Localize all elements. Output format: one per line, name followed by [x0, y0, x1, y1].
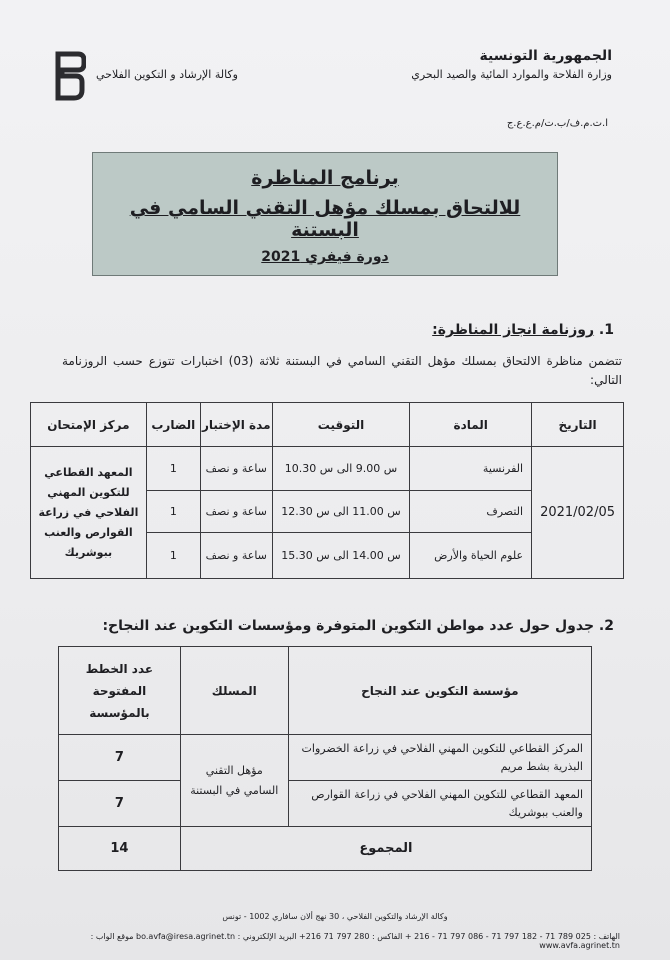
header-right [292, 48, 612, 81]
agency-logo-icon [52, 50, 86, 102]
section-2-number: 2. [598, 618, 614, 634]
table-row [59, 781, 592, 827]
ministry-name: وزارة الفلاحة والموارد المائية والصيد البحري [411, 68, 612, 81]
table-header-row [59, 647, 592, 735]
reference-code: ا.ت.م.ف/ب.ت/م.ع.ع.ج [506, 118, 608, 129]
section-2-title: جدول حول عدد مواطن التكوين المتوفرة ومؤسسات التكوين عند النجاح: [102, 618, 595, 634]
total-label-cell: المجموع [180, 827, 591, 871]
section-1-title: روزنامة انجاز المناظرة: [432, 322, 595, 338]
duration-cell: ساعة و نصف [200, 447, 272, 491]
count-cell: 7 [59, 735, 181, 781]
col-coef-header: الضارب [146, 403, 200, 447]
exam-date-cell: 2021/02/05 [532, 447, 624, 579]
duration-cell: ساعة و نصف [200, 491, 272, 533]
session-label: دورة فيفري 2021 [261, 249, 389, 265]
col-duration-header: مدة الإختبار [200, 403, 272, 447]
table-header-row [31, 403, 624, 447]
section-1-heading [432, 322, 614, 338]
footer-address: وكالة الإرشاد والتكوين الفلاحي ، 30 نهج ألان سافاري 1002 - تونس [222, 912, 448, 921]
time-cell: س 14.00 الى س 15.30 [272, 533, 410, 579]
title-box [92, 152, 558, 276]
footer-contacts: الهاتف : 025 789 71 - 182 797 71 - 086 797 71 - 216 + الفاكس : 280 797 71 216+ البريد الإلكتروني : bo.avfa@iresa.agrinet.tn موقع الواب : www.avfa.agrinet.tn [90, 932, 620, 950]
col-center-header: مركز الإمتحان [31, 403, 147, 447]
col-time-header: التوقيت [272, 403, 410, 447]
institution-cell: المركز القطاعي للتكوين المهني الفلاحي في زراعة الخضروات البذرية بشط مريم [288, 735, 591, 781]
table-row [31, 447, 624, 491]
time-cell: س 11.00 الى س 12.30 [272, 491, 410, 533]
section-1-number: 1. [598, 322, 614, 338]
agency-name: وكالة الإرشاد و التكوين الفلاحي [96, 68, 238, 81]
coef-cell: 1 [146, 447, 200, 491]
table-row [59, 735, 592, 781]
col-date-header: التاريخ [532, 403, 624, 447]
program-subtitle: للالتحاق بمسلك مؤهل التقني السامي في البستنة [129, 197, 521, 241]
exam-center-cell: المعهد القطاعي للتكوين المهني الفلاحي في زراعة القوارص والعنب ببوشريك [31, 447, 147, 579]
subject-cell: التصرف [410, 491, 532, 533]
col-specialty-header: المسلك [180, 647, 288, 735]
time-cell: س 9.00 الى س 10.30 [272, 447, 410, 491]
subject-cell: علوم الحياة والأرض [410, 533, 532, 579]
table-total-row [59, 827, 592, 871]
coef-cell: 1 [146, 533, 200, 579]
section-2-heading [102, 618, 614, 634]
coef-cell: 1 [146, 491, 200, 533]
training-places-table [58, 646, 592, 871]
specialty-cell: مؤهل التقني السامي في البستنة [180, 735, 288, 827]
republic-name: الجمهورية التونسية [479, 48, 612, 64]
program-title: برنامج المناظرة [251, 167, 399, 189]
col-subject-header: المادة [410, 403, 532, 447]
section-1-intro: تتضمن مناظرة الالتحاق بمسلك مؤهل التقني السامي في البستنة ثلاثة (03) اختبارات تتوزع حسب الروزنامة التالي: [62, 354, 622, 387]
count-cell: 7 [59, 781, 181, 827]
total-count-cell: 14 [59, 827, 181, 871]
col-count-header: عدد الخطط المفتوحة بالمؤسسة [59, 647, 181, 735]
exam-schedule-table [30, 402, 624, 579]
subject-cell: الفرنسية [410, 447, 532, 491]
col-institution-header: مؤسسة التكوين عند النجاح [288, 647, 591, 735]
institution-cell: المعهد القطاعي للتكوين المهني الفلاحي في زراعة القوارص والعنب ببوشريك [288, 781, 591, 827]
duration-cell: ساعة و نصف [200, 533, 272, 579]
